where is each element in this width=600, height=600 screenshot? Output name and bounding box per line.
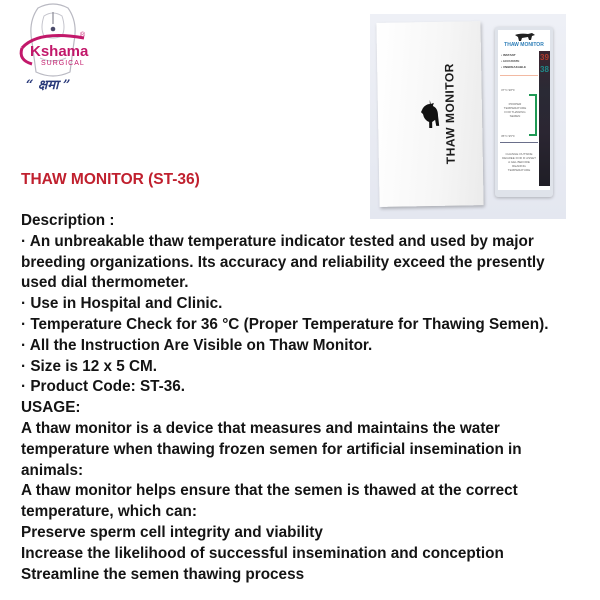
brand-subtitle: SURGICAL	[41, 60, 85, 67]
card-features	[501, 52, 526, 70]
card-temp-top: 37°C 98°F	[501, 88, 515, 92]
benefit-item: Increase the likelihood of successful insemination and conception	[21, 544, 504, 562]
description-bullet: · Product Code: ST-36.	[21, 378, 186, 396]
description-heading: Description :	[21, 212, 115, 229]
card-divider	[500, 142, 538, 143]
description-bullet: · All the Instruction Are Visible on Thaw Monitor.	[21, 336, 373, 354]
usage-paragraph: A thaw monitor is a device that measures and maintains the water temperature when thawing frozen semen for artificial insemination in animals:	[21, 419, 522, 479]
product-title: THAW MONITOR (ST-36)	[21, 171, 200, 188]
registered-mark: ®	[80, 32, 86, 39]
description-bullet: · Use in Hospital and Clinic.	[21, 295, 223, 313]
description-bullet: · Size is 12 x 5 CM.	[21, 357, 158, 375]
benefit-item: Streamline the semen thawing process	[21, 565, 305, 583]
temperature-bracket	[529, 94, 537, 136]
temperature-strip	[539, 51, 550, 186]
brand-tagline: “ क्षमा ”	[26, 78, 71, 93]
company-logo	[8, 2, 98, 94]
benefit-item: Preserve sperm cell integrity and viability	[21, 523, 323, 541]
thaw-monitor-card	[495, 27, 553, 197]
bull-icon	[418, 98, 443, 130]
card-range-label: PROPER TEMPERATURE FOR THAWING SEMEN	[503, 102, 527, 118]
usage-paragraph: A thaw monitor helps ensure that the semen is thawed at the correct temperature, which can:	[21, 482, 518, 521]
product-description	[21, 211, 581, 585]
usage-heading: USAGE:	[21, 399, 81, 417]
strip-value-38: 38	[540, 65, 549, 74]
description-bullet: · An unbreakable thaw temperature indicator tested and used by major breeding organizations. Its accuracy and reliability exceed the presently used dial thermometer.	[21, 232, 545, 292]
bull-icon	[514, 32, 536, 42]
card-divider	[500, 75, 538, 76]
description-bullet: · Temperature Check for 36 °C (Proper Temperature for Thawing Semen).	[21, 315, 549, 333]
card-footer: CHANGE OUTSIDE DEGREE FOR IF ASSET A GEL BEFORE READING TEMPERATURE	[502, 152, 536, 172]
card-feature: • UNBREAKABLE	[501, 65, 527, 69]
card-feature: • ACCURATE	[501, 59, 520, 63]
pouch-label: THAW MONITOR	[442, 62, 458, 165]
product-photo	[370, 14, 566, 219]
card-title: THAW MONITOR	[504, 42, 544, 48]
strip-value-39: 39	[540, 53, 549, 62]
card-feature: • INSTANT	[501, 53, 516, 57]
brand-name: Kshama	[30, 43, 89, 60]
product-pouch	[376, 21, 483, 207]
card-temp-bottom: 35°C 95°F	[501, 134, 515, 138]
